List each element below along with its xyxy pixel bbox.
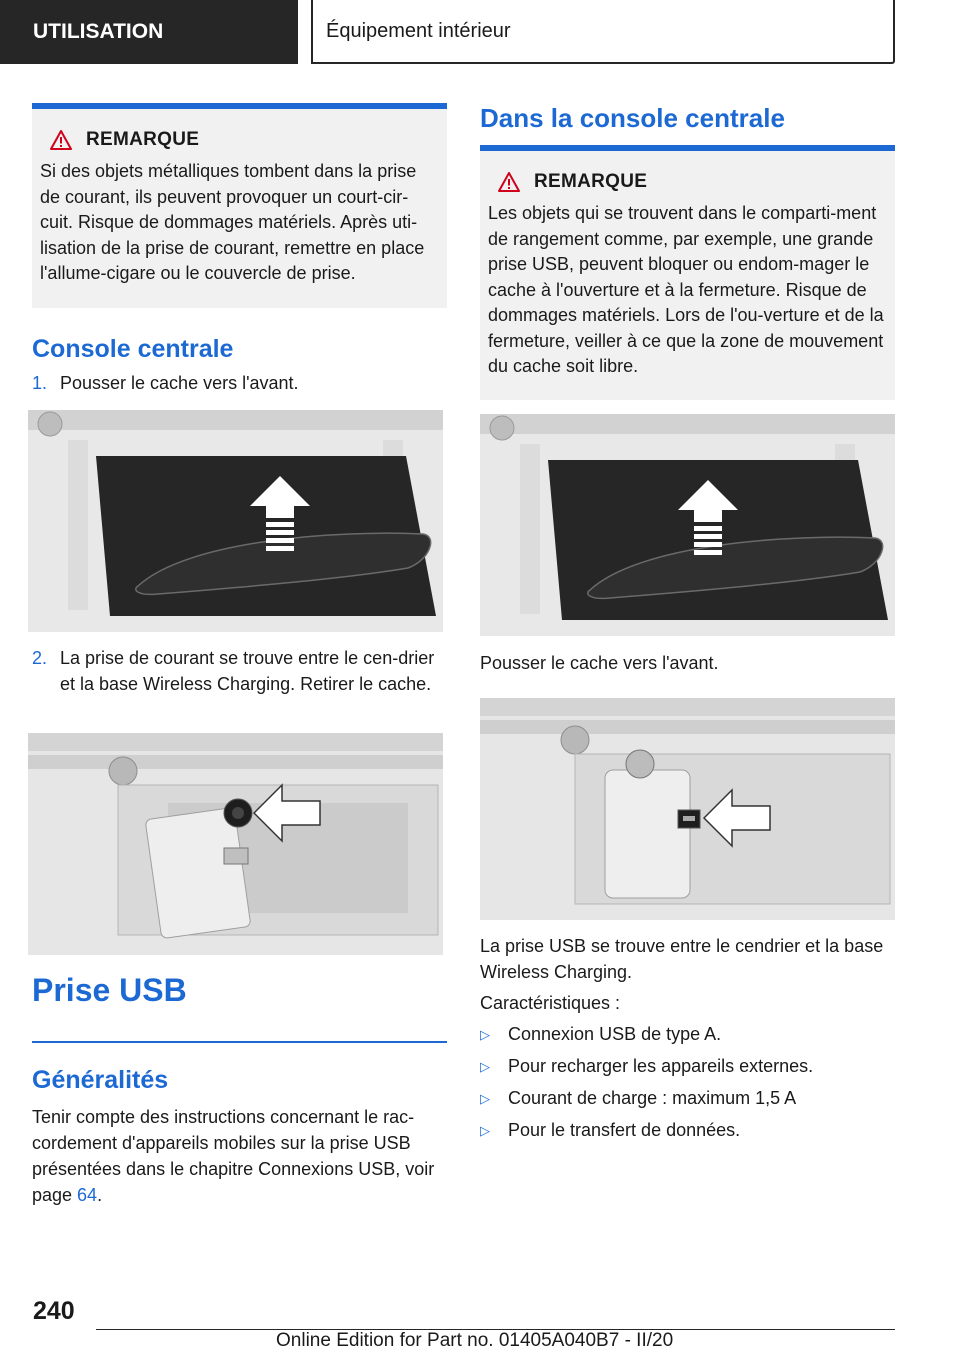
warning-icon bbox=[50, 130, 72, 150]
section-label: Équipement intérieur bbox=[326, 19, 511, 42]
triangle-bullet-icon: ▷ bbox=[480, 1027, 490, 1042]
triangle-bullet-icon: ▷ bbox=[480, 1123, 490, 1138]
usb-socket-photo bbox=[480, 698, 895, 920]
list-item-text: Courant de charge : maximum 1,5 A bbox=[508, 1088, 797, 1108]
warning-note bbox=[32, 103, 447, 308]
triangle-bullet-icon: ▷ bbox=[480, 1059, 490, 1074]
period: . bbox=[97, 1185, 103, 1205]
note-text: Les objets qui se trouvent dans le comparti-ment de rangement comme, par exemple, une grande prise USB, peuvent bloquer ou endom-mager le cache à l'ouverture et à la fermeture. Risque de dommages matériels. Lors de l'ou-verture et de la fermeture, veiller à ce que la zone de mouvement du cache soit libre. bbox=[488, 203, 884, 376]
usb-arrow-illustration bbox=[480, 698, 895, 920]
list-item bbox=[480, 1021, 895, 1048]
console-cover-photo bbox=[480, 414, 895, 636]
general-paragraph bbox=[32, 1104, 447, 1208]
edition-note: Online Edition for Part no. 01405A040B7 - II/20 bbox=[276, 1330, 674, 1351]
triangle-bullet-icon: ▷ bbox=[480, 1091, 490, 1106]
cover-arrow-illustration bbox=[480, 414, 895, 636]
note-heading: REMARQUE bbox=[534, 171, 648, 192]
step-item bbox=[32, 371, 447, 397]
step-number: 1. bbox=[32, 373, 48, 393]
power-socket-photo bbox=[28, 733, 443, 955]
section-title bbox=[311, 0, 895, 64]
list-item-text: Pour recharger les appareils externes. bbox=[508, 1056, 814, 1076]
list-item bbox=[480, 1053, 895, 1080]
step-item bbox=[32, 646, 447, 697]
console-cover-photo bbox=[28, 410, 443, 632]
caption: La prise USB se trouve entre le cendrier et la base Wireless Charging. bbox=[480, 936, 884, 982]
warning-note bbox=[480, 145, 895, 400]
section-divider bbox=[32, 1041, 447, 1043]
list-item bbox=[480, 1117, 895, 1144]
general-heading: Généralités bbox=[32, 1066, 169, 1094]
usb-section-heading: Prise USB bbox=[32, 972, 187, 1008]
note-text: Si des objets métalliques tombent dans la prise de courant, ils peuvent provoquer un court-cir-cuit. Risque de dommages matériels. Après uti-lisation de la prise de courant, remettre en place l'allume-cigare ou le couvercle de prise. bbox=[40, 161, 425, 283]
caption: Pousser le cache vers l'avant. bbox=[480, 653, 719, 673]
cover-arrow-illustration bbox=[28, 410, 443, 632]
page-number: 240 bbox=[33, 1297, 75, 1325]
center-console-heading: Dans la console centrale bbox=[480, 103, 785, 133]
chapter-label: UTILISATION bbox=[33, 20, 164, 43]
step-text: Pousser le cache vers l'avant. bbox=[60, 373, 299, 393]
general-text: Tenir compte des instructions concernant le rac-cordement d'appareils mobiles sur la prise USB présentées dans le chapitre Connexions USB, voir page bbox=[32, 1107, 435, 1205]
socket-arrow-illustration bbox=[28, 733, 443, 955]
list-item-text: Pour le transfert de données. bbox=[508, 1120, 741, 1140]
warning-icon bbox=[498, 172, 520, 192]
list-item-text: Connexion USB de type A. bbox=[508, 1024, 722, 1044]
chapter-tab[interactable] bbox=[0, 0, 298, 64]
note-heading: REMARQUE bbox=[86, 129, 200, 150]
console-heading: Console centrale bbox=[32, 335, 234, 363]
page-reference-link[interactable]: 64 bbox=[77, 1185, 98, 1205]
list-item bbox=[480, 1085, 895, 1112]
step-text: La prise de courant se trouve entre le cen-drier et la base Wireless Charging. Retirer le cache. bbox=[60, 648, 435, 694]
features-label: Caractéristiques : bbox=[480, 993, 621, 1013]
step-number: 2. bbox=[32, 648, 48, 668]
